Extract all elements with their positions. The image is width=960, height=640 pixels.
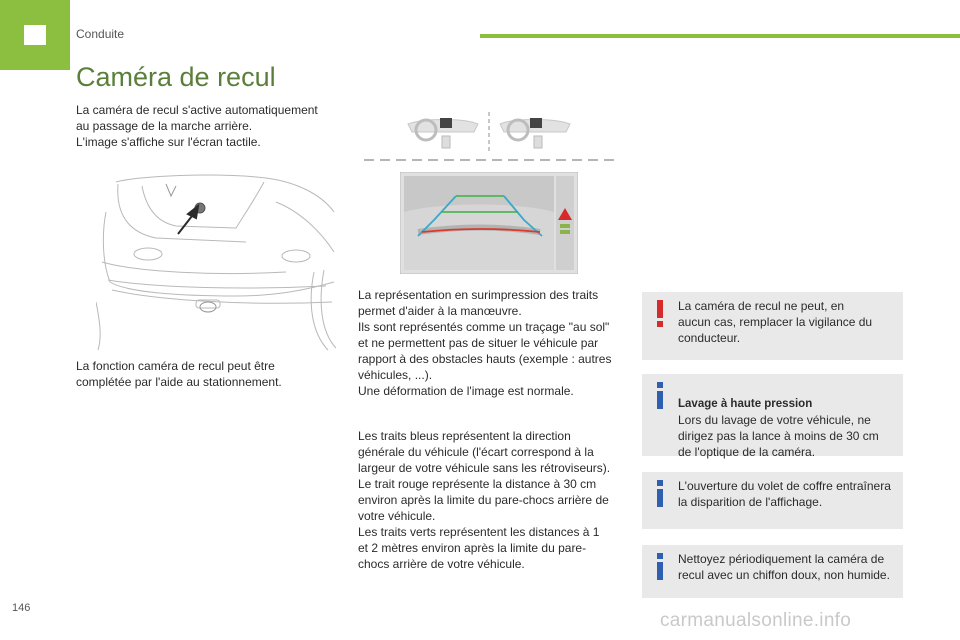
boot-flap-note [642, 472, 903, 529]
high-pressure-wash-note [642, 374, 903, 459]
info-icon [654, 551, 666, 581]
exclamation-icon [654, 298, 666, 328]
watermark: carmanualsonline.info [660, 610, 852, 631]
chapter-tab-mark [24, 25, 46, 45]
camera-cleaning-note [642, 545, 903, 598]
boot-flap-note-text: L'ouverture du volet de coffre entraînera la disparition de l'affichage. [678, 479, 891, 509]
warning-note-text: La caméra de recul ne peut, en aucun cas, remplacer la vigilance du conducteur. [678, 299, 873, 345]
guide-lines-paragraph: Les traits bleus représentent la direction générale du véhicule (l'écart correspond à la largeur de votre véhicule sans les rétroviseurs). Le trait rouge représente la distance à 30 cm environ après la limite du pare-chocs arrière de votre véhicule. Les traits verts représentent les distances à 1 et 2 mètres environ après la limite du pare- chocs arrière de votre véhicule. [358, 429, 611, 571]
camera-display-figure [400, 172, 578, 274]
high-pressure-wash-note-body [678, 380, 897, 460]
chapter-tab [0, 0, 70, 70]
cockpit-figure [364, 110, 614, 166]
warning-note [642, 292, 903, 360]
intro-paragraph: La caméra de recul s'active automatiquement au passage de la marche arrière. L'image s'affiche sur l'écran tactile. [76, 103, 318, 149]
car-rear-illustration [96, 172, 336, 352]
info-icon [654, 380, 666, 410]
info-icon [654, 478, 666, 508]
high-pressure-wash-title: Lavage à haute pression [678, 398, 813, 410]
overlay-paragraph: La représentation en surimpression des traits permet d'aider à la manœuvre. Ils sont représentés comme un traçage "au sol" et ne permettent pas de situer le véhicule par rapport à des obstacles hauts (exemple : autres véhicules, ...). Une déformation de l'image est normale. [358, 288, 612, 398]
header-rule [480, 34, 960, 38]
page-title: Caméra de recul [76, 62, 276, 92]
complement-paragraph: La fonction caméra de recul peut être complétée par l'aide au stationnement. [76, 359, 282, 389]
page-number: 146 [12, 602, 31, 614]
high-pressure-wash-text: Lors du lavage de votre véhicule, ne dirigez pas la lance à moins de 30 cm de l'optique de la caméra. [678, 413, 879, 459]
camera-cleaning-note-text: Nettoyez périodiquement la caméra de recul avec un chiffon doux, non humide. [678, 552, 890, 582]
section-label: Conduite [76, 27, 125, 41]
